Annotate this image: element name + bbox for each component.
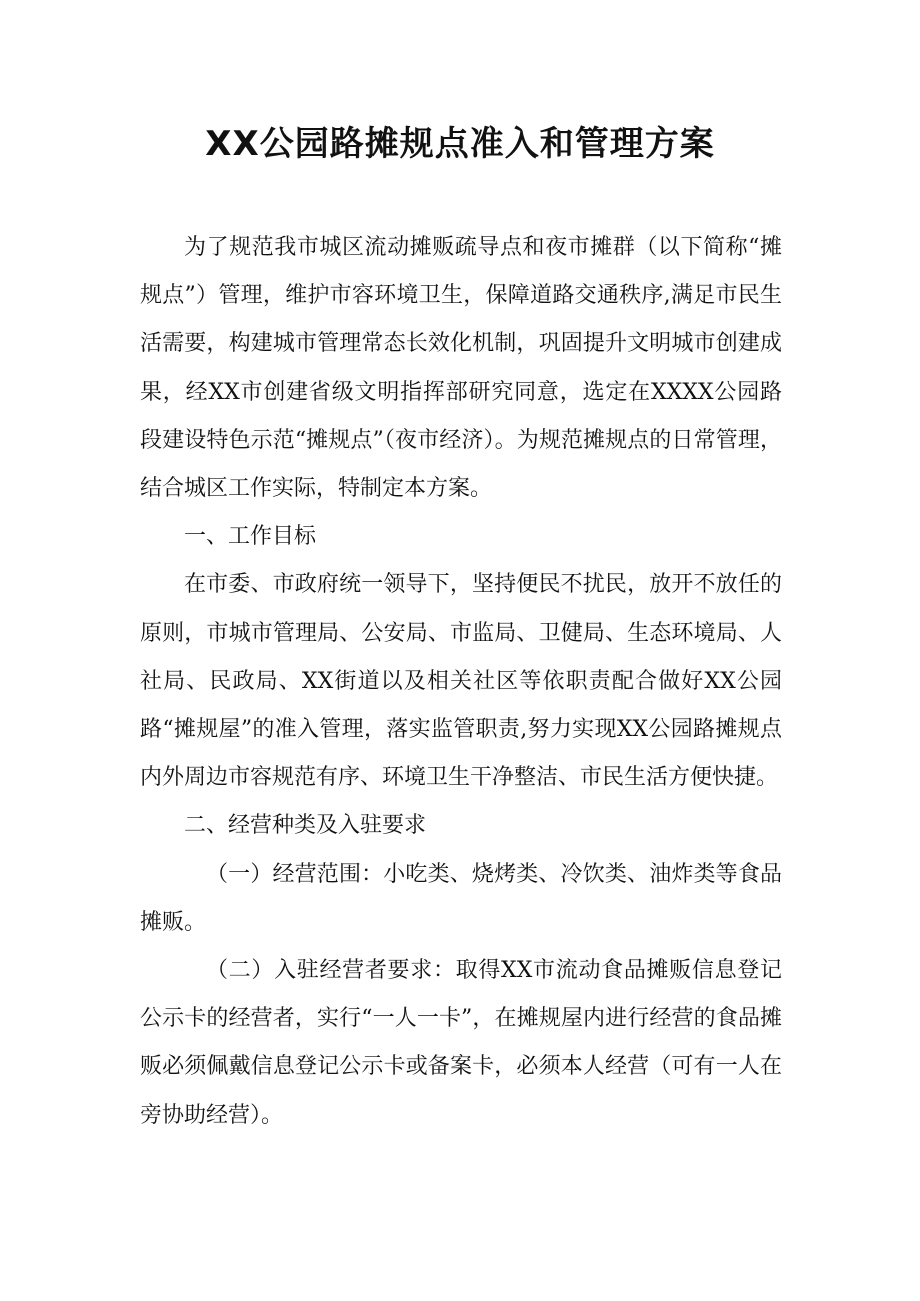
section-heading-goals: 一、工作目标 xyxy=(184,524,317,550)
business-scope-paragraph: （一）经营范围：小吃类、烧烤类、冷饮类、油炸类等食品摊贩。 xyxy=(140,861,782,935)
goals-paragraph: 在市委、市政府统一领导下，坚持便民不扰民，放开不放任的原则，市城市管理局、公安局、市监局、卫健局、生态环境局、人社局、民政局、XX街道以及相关社区等依职责配合做好XX公园路“摊规屋”的准入管理，落实监管职责,努力实现XX公园路摊规点内外周边市容规范有序、环境卫生干净整洁、市民生活方便快捷。 xyxy=(140,572,782,791)
document-title: XX公园路摊规点准入和管理方案 xyxy=(205,124,715,164)
section-heading-business: 二、经营种类及入驻要求 xyxy=(184,813,427,839)
document-body xyxy=(140,224,782,1140)
intro-paragraph: 为了规范我市城区流动摊贩疏导点和夜市摊群（以下简称“摊规点”）管理，维护市容环境卫生，保障道路交通秩序,满足市民生活需要，构建城市管理常态长效化机制，巩固提升文明城市创建成果，经XX市创建省级文明指挥部研究同意，选定在XXXX公园路段建设特色示范“摊规点”（夜市经济）。为规范摊规点的日常管理，结合城区工作实际，特制定本方案。 xyxy=(140,235,782,502)
vendor-requirements-paragraph: （二）入驻经营者要求：取得XX市流动食品摊贩信息登记公示卡的经营者，实行“一人一卡”，在摊规屋内进行经营的食品摊贩必须佩戴信息登记公示卡或备案卡，必须本人经营（可有一人在旁协助经营）。 xyxy=(140,958,782,1128)
